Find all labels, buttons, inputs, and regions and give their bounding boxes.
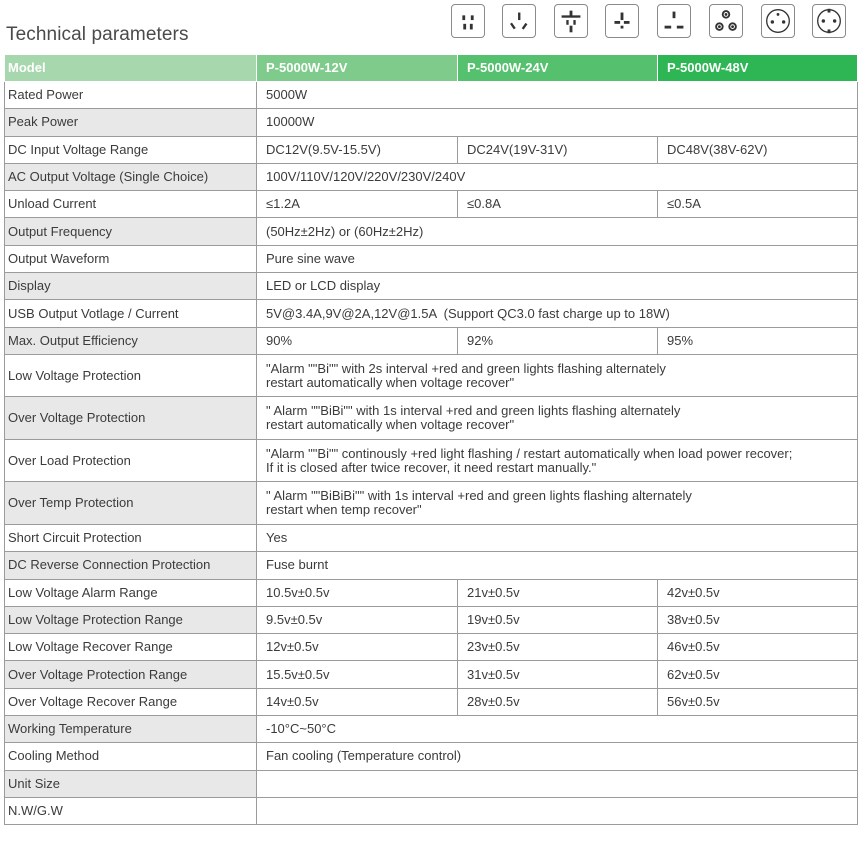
table-row (5, 634, 858, 661)
table-row (5, 273, 858, 300)
row-label: AC Output Voltage (Single Choice) (5, 163, 257, 190)
row-value-12v: 15.5v±0.5v (257, 661, 458, 688)
row-value-line: "Alarm ""Bi"" continously +red light flashing / restart automatically when load power recover; (266, 445, 793, 461)
header-12v: P-5000W-12V (257, 55, 458, 82)
row-value (257, 397, 858, 440)
row-value (257, 482, 858, 525)
row-value-24v: 31v±0.5v (458, 661, 658, 688)
row-value: Fan cooling (Temperature control) (257, 743, 858, 770)
socket-type-e-icon (761, 4, 795, 38)
table-row (5, 524, 858, 551)
row-value-48v: 46v±0.5v (658, 634, 858, 661)
table-row (5, 354, 858, 397)
row-value: Fuse burnt (257, 552, 858, 579)
row-label: Rated Power (5, 82, 257, 109)
table-row (5, 136, 858, 163)
socket-type-i-icon (502, 4, 536, 38)
row-value-12v: 12v±0.5v (257, 634, 458, 661)
row-value-12v: DC12V(9.5V-15.5V) (257, 136, 458, 163)
socket-universal-icon (554, 4, 588, 38)
socket-type-f-icon (812, 4, 846, 38)
socket-type-d-icon (709, 4, 743, 38)
row-value-12v: 14v±0.5v (257, 688, 458, 715)
table-row (5, 82, 858, 109)
row-value (257, 439, 858, 482)
table-row (5, 439, 858, 482)
row-value (257, 770, 858, 797)
table-row (5, 770, 858, 797)
table-row (5, 661, 858, 688)
row-label: USB Output Votlage / Current (5, 300, 257, 327)
row-label: Low Voltage Recover Range (5, 634, 257, 661)
row-value-24v: 19v±0.5v (458, 606, 658, 633)
row-label: Unit Size (5, 770, 257, 797)
row-label: Low Voltage Protection Range (5, 606, 257, 633)
row-label: Over Voltage Protection Range (5, 661, 257, 688)
header-48v: P-5000W-48V (658, 55, 858, 82)
row-value-48v: 38v±0.5v (658, 606, 858, 633)
row-value-line: If it is closed after twice recover, it need restart manually." (266, 459, 597, 475)
row-value-line: restart automatically when voltage recover" (266, 374, 515, 390)
table-row (5, 688, 858, 715)
header-24v: P-5000W-24V (458, 55, 658, 82)
table-row (5, 579, 858, 606)
table-row (5, 743, 858, 770)
table-row (5, 109, 858, 136)
row-value: 10000W (257, 109, 858, 136)
row-value-12v: 9.5v±0.5v (257, 606, 458, 633)
row-value-48v: ≤0.5A (658, 191, 858, 218)
row-value-24v: 92% (458, 327, 658, 354)
row-label: Working Temperature (5, 716, 257, 743)
row-label: DC Input Voltage Range (5, 136, 257, 163)
table-row (5, 797, 858, 824)
page-title: Technical parameters (6, 24, 189, 45)
row-label: Low Voltage Protection (5, 354, 257, 397)
row-value-line: restart when temp recover" (266, 502, 422, 518)
row-value: 5V@3.4A,9V@2A,12V@1.5A (Support QC3.0 fast charge up to 18W) (257, 300, 858, 327)
table-header-row (5, 55, 858, 82)
table-row (5, 300, 858, 327)
row-value-24v: DC24V(19V-31V) (458, 136, 658, 163)
row-value-48v: 56v±0.5v (658, 688, 858, 715)
table-row (5, 552, 858, 579)
table-row (5, 245, 858, 272)
table-row (5, 191, 858, 218)
row-value-12v: 10.5v±0.5v (257, 579, 458, 606)
row-label: Max. Output Efficiency (5, 327, 257, 354)
row-value: 5000W (257, 82, 858, 109)
row-label: Peak Power (5, 109, 257, 136)
row-label: Over Voltage Recover Range (5, 688, 257, 715)
table-row (5, 606, 858, 633)
row-label: Over Load Protection (5, 439, 257, 482)
row-value: 100V/110V/120V/220V/230V/240V (257, 163, 858, 190)
row-value-line: restart automatically when voltage recover" (266, 417, 515, 433)
row-value-48v: 95% (658, 327, 858, 354)
row-value: Yes (257, 524, 858, 551)
table-row (5, 716, 858, 743)
row-label: Display (5, 273, 257, 300)
row-value: (50Hz±2Hz) or (60Hz±2Hz) (257, 218, 858, 245)
row-value: -10°C~50°C (257, 716, 858, 743)
row-value: Pure sine wave (257, 245, 858, 272)
row-label: Unload Current (5, 191, 257, 218)
row-value-line: " Alarm ""BiBiBi"" with 1s interval +red and green lights flashing alternately (266, 488, 692, 504)
table-row (5, 482, 858, 525)
socket-type-a-icon (451, 4, 485, 38)
row-label: Over Voltage Protection (5, 397, 257, 440)
row-value-line: " Alarm ""BiBi"" with 1s interval +red and green lights flashing alternately (266, 403, 681, 419)
row-value (257, 797, 858, 824)
row-label: DC Reverse Connection Protection (5, 552, 257, 579)
row-label: Cooling Method (5, 743, 257, 770)
row-value-48v: DC48V(38V-62V) (658, 136, 858, 163)
row-value-24v: ≤0.8A (458, 191, 658, 218)
row-label: Output Waveform (5, 245, 257, 272)
row-label: N.W/G.W (5, 797, 257, 824)
row-value-12v: ≤1.2A (257, 191, 458, 218)
row-value (257, 354, 858, 397)
row-value: LED or LCD display (257, 273, 858, 300)
socket-type-g-icon (605, 4, 639, 38)
row-value-48v: 42v±0.5v (658, 579, 858, 606)
table-row (5, 163, 858, 190)
row-value-24v: 21v±0.5v (458, 579, 658, 606)
row-label: Low Voltage Alarm Range (5, 579, 257, 606)
row-value-line: "Alarm ""Bi"" with 2s interval +red and green lights flashing alternately (266, 360, 666, 376)
table-row (5, 397, 858, 440)
table-row (5, 218, 858, 245)
header-model: Model (5, 55, 257, 82)
row-value-24v: 28v±0.5v (458, 688, 658, 715)
row-value-24v: 23v±0.5v (458, 634, 658, 661)
spec-table (4, 54, 858, 825)
row-value-48v: 62v±0.5v (658, 661, 858, 688)
table-row (5, 327, 858, 354)
row-label: Output Frequency (5, 218, 257, 245)
row-label: Over Temp Protection (5, 482, 257, 525)
row-value-12v: 90% (257, 327, 458, 354)
row-label: Short Circuit Protection (5, 524, 257, 551)
socket-type-b-icon (657, 4, 691, 38)
